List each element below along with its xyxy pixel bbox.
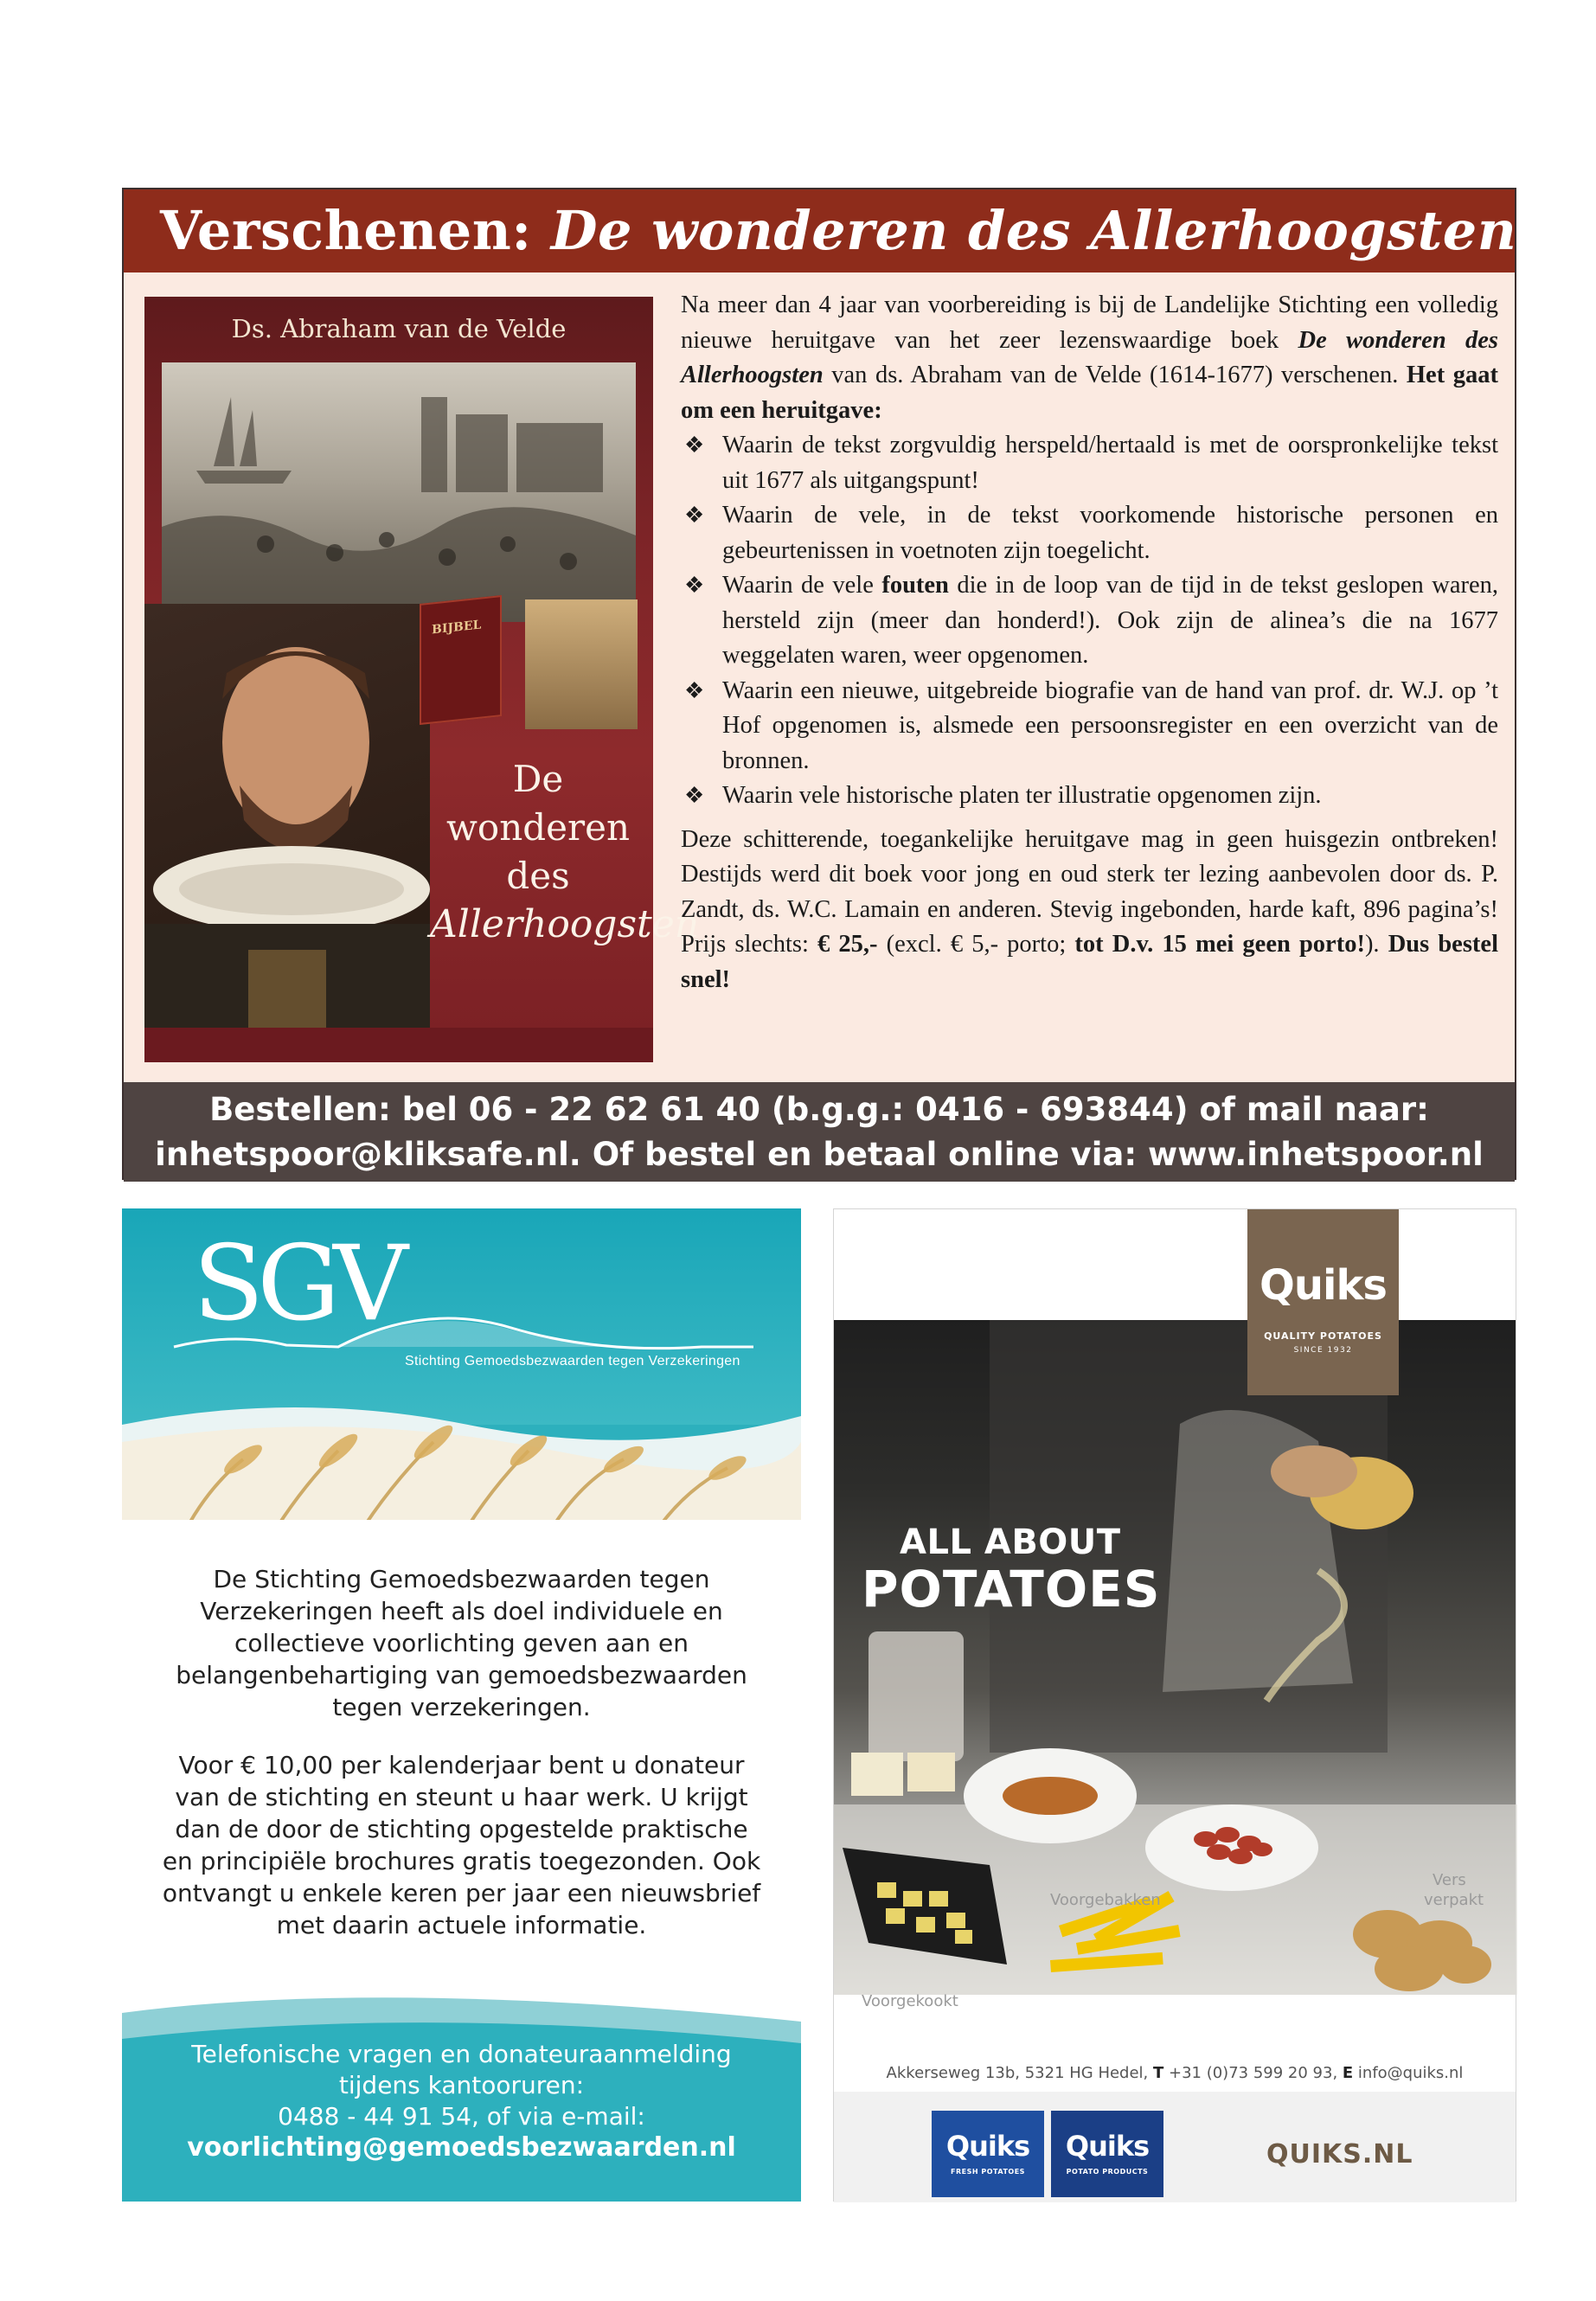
cover-title-line: wonderen (445, 806, 630, 849)
intro-bold: Het gaat om een heruitgave: (681, 362, 1498, 424)
contact-email-link[interactable]: voorlichting@gemoedsbezwaarden.nl (187, 2132, 736, 2163)
diamond-bullet-icon: ❖ (684, 573, 705, 598)
label-voorgekookt: Voorgekookt (862, 1992, 958, 2010)
label-voorgebakken: Voorgebakken (1050, 1891, 1161, 1909)
order-footer (124, 1082, 1515, 1182)
cover-title-script: Allerhoogsten (430, 902, 700, 946)
cover-portrait (144, 604, 430, 1062)
diamond-bullet-icon: ❖ (684, 503, 705, 528)
list-item: ❖ Waarin een nieuwe, uitgebreide biografie van de hand van prof. dr. W.J. op ’t Hof opgenomen is, alsmede een persoonsregister en een overzicht van de bronnen. (681, 674, 1498, 779)
intro-book-title: De wonderen des Allerhoogsten (681, 326, 1499, 388)
cover-city-painting (525, 599, 638, 729)
sgv-advertisement (122, 1208, 801, 2202)
quiks-advertisement (833, 1208, 1516, 2202)
price: € 25,- (817, 931, 878, 958)
quiks-logo-sub: QUALITY POTATOES (1264, 1330, 1382, 1342)
sgv-donor-text: Voor € 10,00 per kalenderjaar bent u donateur van de stichting en steunt u haar werk. U krijgt dan de door de stichting opgestelde praktische en principiële brochures gratis toegezonden. Ook ontvangt u enkele keren per jaar een nieuwsbrief met daarin actuele informatie. (162, 1751, 761, 1939)
list-item: ❖ Waarin de vele fouten die in de loop van de tijd in de tekst geslopen waren, hersteld zijn (meer dan honderd!). Ook zijn de alinea’s die na 1677 weggelaten waren, weer opgenomen. (681, 568, 1498, 674)
closing-paragraph: Deze schitterende, toegankelijke heruitgave mag in geen huisgezin ontbreken! Destijds werd dit boek voor jong en oud sterk ter lezing aanbevolen door ds. P. Zandt, ds. W.C. Lamain en anderen. Stevig ingebonden, harde kaft, 896 pagina’s! Prijs slechts: € 25,- (excl. € 5,- porto; tot D.v. 15 mei geen porto!). Dus bestel snel! (681, 825, 1498, 993)
intro-paragraph: Na meer dan 4 jaar van voorbereiding is bij de Landelijke Stichting een volledig nieuwe heruitgave van het zeer lezenswaardige boek De wonderen des Allerhoogsten van ds. Abraham van de Velde (1614-1677) verschenen. Het gaat om een heruitgave: (681, 292, 1499, 424)
diamond-bullet-icon: ❖ (684, 433, 705, 458)
diamond-bullet-icon: ❖ (684, 677, 705, 703)
diamond-bullet-icon: ❖ (684, 783, 705, 808)
quiks-brand-bar (834, 2092, 1516, 2202)
cover-historical-etching (162, 362, 636, 622)
quiks-address: Akkerseweg 13b, 5321 HG Hedel, T +31 (0)73 599 20 93, E info@quiks.nl (886, 2064, 1464, 2082)
book-advertisement (122, 188, 1516, 1180)
contact-line: Telefonische vragen en donateuraanmelding (191, 2040, 732, 2068)
list-item: ❖ Waarin de tekst zorgvuldig herspeld/hertaald is met de oorspronkelijke tekst uit 1677 als uitgangspunt! (681, 428, 1498, 498)
book-ad-header (124, 189, 1515, 272)
quiks-email-link[interactable]: info@quiks.nl (1353, 2064, 1464, 2082)
sgv-logo: SGV (193, 1224, 401, 1344)
cover-author: Ds. Abraham van de Velde (231, 314, 567, 343)
quiks-logo (1247, 1209, 1399, 1395)
sgv-contact (139, 2039, 784, 2163)
cover-title-line: De (512, 758, 564, 800)
quiks-fresh-logo: Quiks FRESH POTATOES (932, 2111, 1044, 2197)
sgv-tagline: Stichting Gemoedsbezwaarden tegen Verzekeringen (405, 1354, 740, 1368)
order-line-phone: Bestellen: bel 06 - 22 62 61 40 (b.g.g.: 0416 - 693844) of mail naar: (209, 1091, 1429, 1128)
header-book-title: De wonderen des Allerhoogsten (550, 199, 1517, 262)
list-item: ❖ Waarin vele historische platen ter illustratie opgenomen zijn. (681, 779, 1498, 814)
book-ad-body (681, 288, 1498, 997)
headline-large: POTATOES (862, 1560, 1161, 1618)
cover-bible (420, 595, 502, 725)
cover-bottom-band (144, 1028, 653, 1062)
quiks-products-logo: Quiks POTATO PRODUCTS (1051, 2111, 1163, 2197)
order-line-web[interactable]: inhetspoor@kliksafe.nl. Of bestel en betaal online via: www.inhetspoor.nl (155, 1136, 1484, 1173)
label-verpakt: verpakt (1424, 1891, 1484, 1909)
headline-small: ALL ABOUT (900, 1522, 1121, 1562)
cover-bible-label: BIJBEL (432, 618, 482, 638)
book-cover-image (144, 297, 700, 1062)
cover-title-line: des (506, 855, 570, 897)
quiks-logo-since: SINCE 1932 (1293, 1346, 1353, 1355)
quiks-logo-word: Quiks (1259, 1261, 1387, 1310)
quiks-website-link[interactable]: QUIKS.NL (1266, 2139, 1413, 2170)
cover-title (430, 755, 700, 949)
sgv-intro-text: De Stichting Gemoedsbezwaarden tegen Verzekeringen heeft als doel individuele en collectieve voorlichting geven aan en belangenbehartiging van gemoedsbezwaarden tegen verzekeringen. (176, 1565, 747, 1721)
header-prefix: Verschenen: (160, 199, 551, 262)
label-vers: Vers (1433, 1871, 1466, 1889)
contact-line: tijdens kantooruren: (338, 2071, 585, 2099)
contact-phone: 0488 - 44 91 54, of via e-mail: (278, 2102, 645, 2131)
list-item: ❖ Waarin de vele, in de tekst voorkomende historische personen en gebeurtenissen in voetnoten zijn toegelicht. (681, 498, 1498, 568)
potato-kitchen-photo (834, 1320, 1516, 1995)
